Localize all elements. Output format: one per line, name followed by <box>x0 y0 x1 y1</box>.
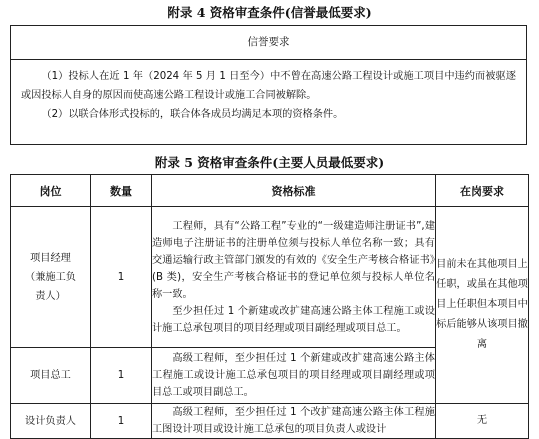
appendix4-title: 附录 4 资格审查条件(信誉最低要求) <box>167 5 372 20</box>
standard-paragraph: 至少担任过 1 个新建或改扩建高速公路主体工程施工或设计施工总承包项目的项目经理或项目副经理或项目总工。 <box>152 305 435 334</box>
column-header-quantity: 数量 <box>91 175 152 207</box>
standard-cell <box>152 207 436 348</box>
credit-item-2: （2）以联合体形式投标的，联合体各成员均满足本项的资格条件。 <box>41 109 344 120</box>
position-line: （兼施工负 <box>25 271 76 283</box>
quantity-cell: 1 <box>91 207 152 348</box>
standard-cell <box>152 348 436 404</box>
quantity-cell: 1 <box>91 404 152 439</box>
position-line: 项目经理 <box>30 252 71 264</box>
position-cell: 设计负责人 <box>11 404 91 439</box>
credit-requirements-body <box>11 60 526 124</box>
credit-requirements-header: 信誉要求 <box>11 26 526 60</box>
standard-cell <box>152 404 436 439</box>
column-header-duty: 在岗要求 <box>436 175 529 207</box>
quantity-cell: 1 <box>91 348 152 404</box>
credit-requirements-box <box>10 25 527 145</box>
appendix5-title: 附录 5 资格审查条件(主要人员最低要求) <box>154 155 385 170</box>
standard-paragraph: 高级工程师，至少担任过 1 个改扩建高速公路主体工程施工图设计项目或设计施工总承包的项目负责人或设计 <box>152 407 435 435</box>
position-cell: 项目总工 <box>11 348 91 404</box>
standard-paragraph: 高级工程师，至少担任过 1 个新建或改扩建高速公路主体工程施工或设计施工总承包项目的项目经理或项目副经理或项目总工或项目副总工。 <box>152 353 435 398</box>
duty-cell: 无 <box>436 404 529 439</box>
duty-cell: 目前未在其他项目上任职，或虽在其他项目上任职但本项目中标后能够从该项目撤离 <box>436 207 529 404</box>
table-row <box>11 404 529 439</box>
column-header-standard: 资格标准 <box>152 175 436 207</box>
personnel-requirements-table <box>10 174 529 439</box>
position-cell <box>11 207 91 348</box>
credit-item-1: （1）投标人在近 1 年（2024 年 5 月 1 日至今）中不曾在高速公路工程设计或施工项目中违约而被驱逐或因投标人自身的原因而使高速公路工程设计或施工合同被解除。 <box>21 71 516 101</box>
column-header-position: 岗位 <box>11 175 91 207</box>
position-line: 责人） <box>35 290 66 302</box>
standard-paragraph: 工程师，具有“公路工程”专业的“一级建造师注册证书”,建造师电子注册证书的注册单位须与投标人单位名称一致；具有交通运输行政主管部门颁发的有效的《安全生产考核合格证书》(B 类)，安全生产考核合格证书的登记单位须与投标人单位名称一致。 <box>152 220 435 300</box>
table-row <box>11 207 529 348</box>
table-header-row <box>11 175 529 207</box>
